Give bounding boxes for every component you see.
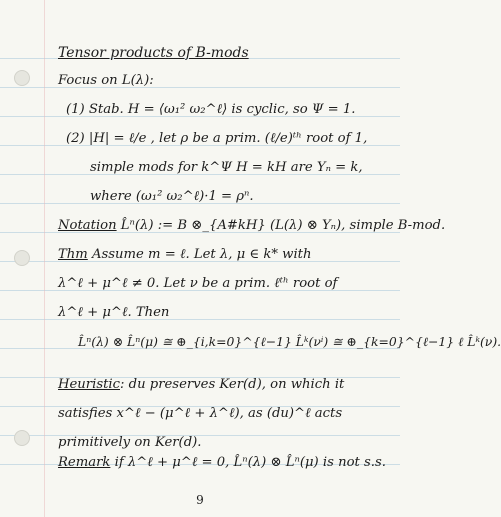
notation-text: L̂ⁿ(λ) := B ⊗_{A#kH} (L(λ) ⊗ Yₙ), simple B-mod. <box>120 218 446 233</box>
theorem-label: Thm <box>58 247 88 262</box>
remark-label: Remark <box>58 455 111 470</box>
binder-hole <box>14 70 30 86</box>
remark-text: if λ^ℓ + μ^ℓ = 0, L̂ⁿ(λ) ⊗ L̂ⁿ(μ) is not s.s. <box>114 455 386 470</box>
theorem-formula: L̂ⁿ(λ) ⊗ L̂ⁿ(μ) ≅ ⊕_{i,k=0}^{ℓ−1} L̂ᵏ(νⁱ) ≅ ⊕_{k=0}^{ℓ−1} ℓ L̂ᵏ(ν). <box>78 334 501 349</box>
item-2-line-3: where (ω₁² ω₂^ℓ)·1 = ρⁿ. <box>90 189 254 204</box>
item-1: (1) Stab. H = ⟨ω₁² ω₂^ℓ⟩ is cyclic, so Ψ = 1. <box>66 102 356 117</box>
heuristic-line-2: satisfies x^ℓ − (μ^ℓ + λ^ℓ), as (du)^ℓ acts <box>58 406 343 421</box>
item-2-line-1: (2) |H| = ℓ/e , let ρ be a prim. (ℓ/e)ᵗʰ root of 1, <box>66 131 368 146</box>
item-2-line-2: simple mods for k^Ψ H = kH are Yₙ = k, <box>90 160 363 175</box>
binder-hole <box>14 250 30 266</box>
margin-line <box>44 0 45 517</box>
page-number: 9 <box>196 493 204 507</box>
focus-line: Focus on L(λ): <box>58 73 154 88</box>
heuristic-line-3: primitively on Ker(d). <box>58 435 202 450</box>
theorem-line-3: λ^ℓ + μ^ℓ. Then <box>58 305 170 320</box>
theorem-line-2: λ^ℓ + μ^ℓ ≠ 0. Let ν be a prim. ℓᵗʰ root of <box>58 276 338 291</box>
heuristic-line-1 <box>58 376 344 394</box>
theorem-line-1 <box>58 246 311 264</box>
page-title: Tensor products of B-mods <box>58 45 249 61</box>
heuristic-text-1: : du preserves Ker(d), on which it <box>120 377 345 392</box>
notation-line <box>58 217 445 235</box>
theorem-text-1: Assume m = ℓ. Let λ, μ ∈ k* with <box>92 247 312 262</box>
binder-hole <box>14 430 30 446</box>
heuristic-label: Heuristic <box>58 377 120 392</box>
remark-line <box>58 454 386 472</box>
notation-label: Notation <box>58 218 117 233</box>
